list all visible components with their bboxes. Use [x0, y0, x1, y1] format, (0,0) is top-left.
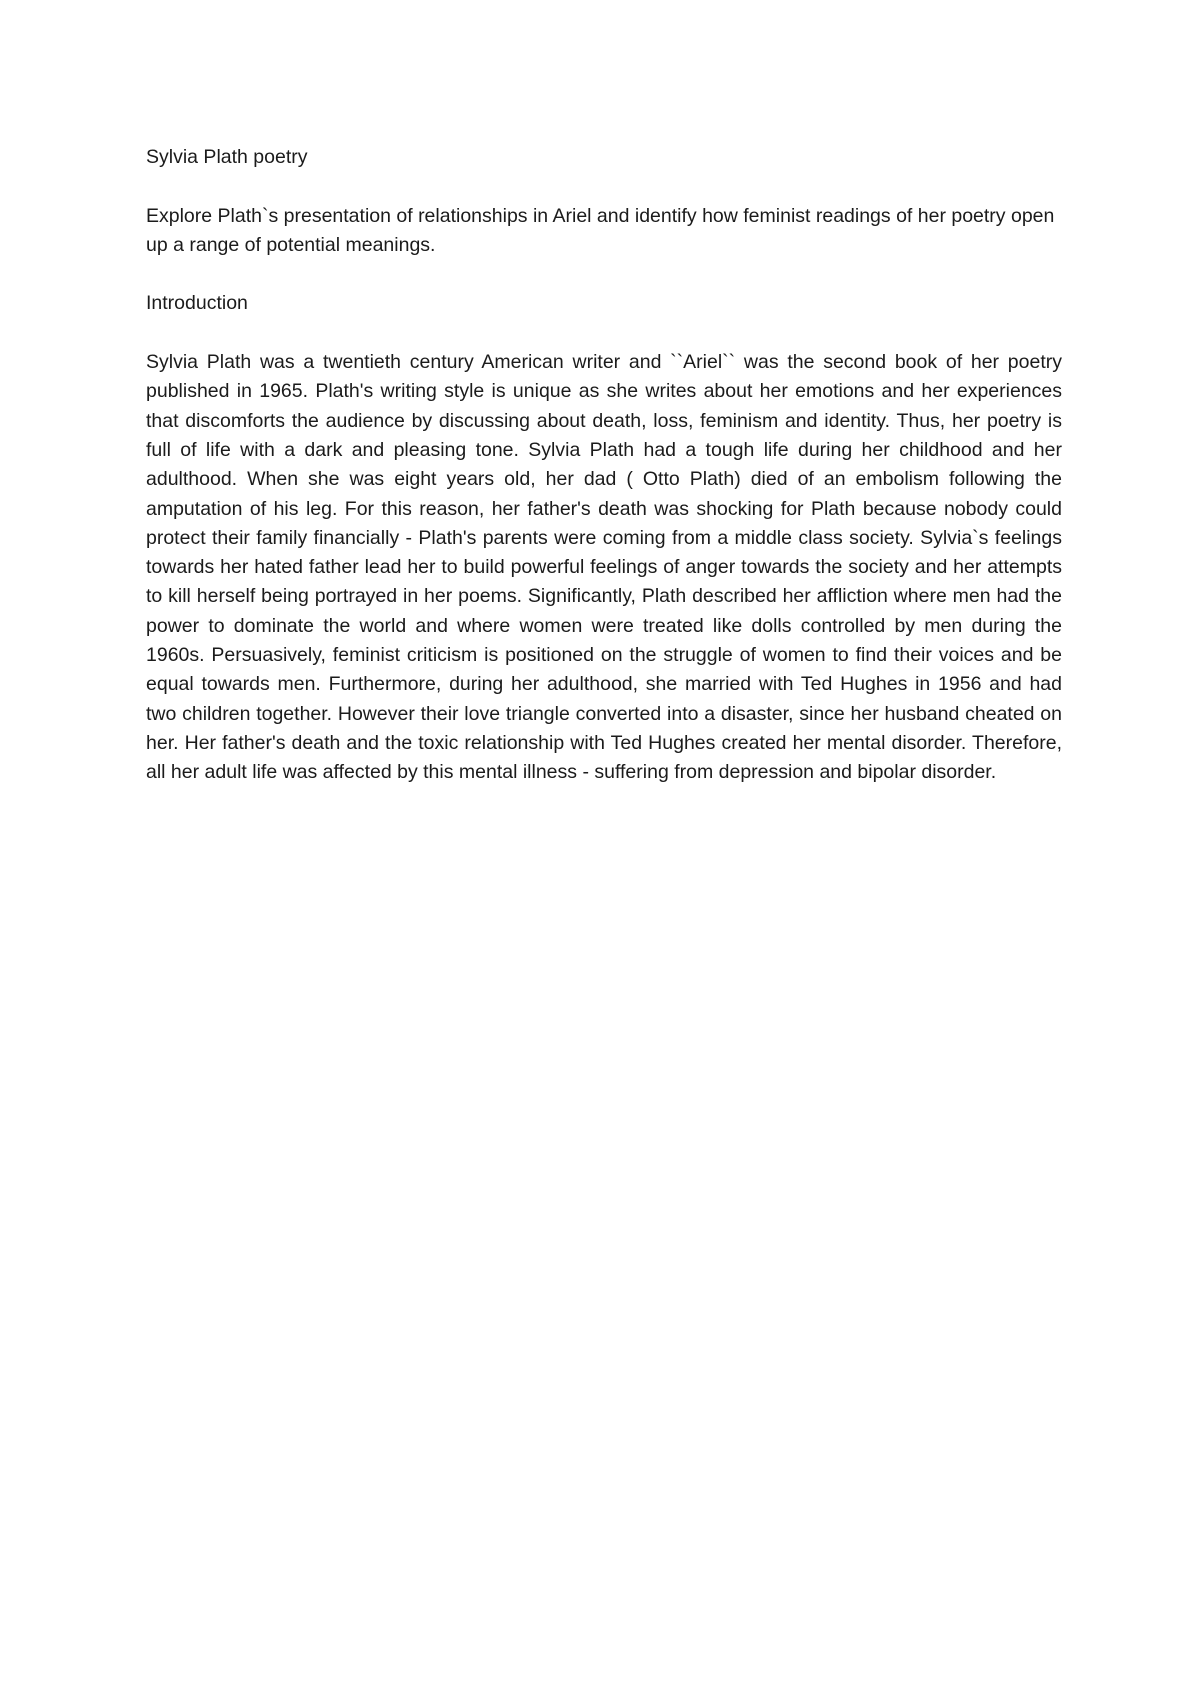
document-title: Sylvia Plath poetry — [146, 146, 308, 168]
introduction-paragraph: Sylvia Plath was a twentieth century American writer and ``Ariel`` was the second book of her poetry published in 1965. Plath's writing style is unique as she writes about her emotions and her experiences that discomforts the audience by discussing about death, loss, feminism and identity. Thus, her poetry is full of life with a dark and pleasing tone. Sylvia Plath had a tough life during her childhood and her adulthood. When she was eight years old, her dad ( Otto Plath) died of an embolism following the amputation of his leg. For this reason, her father's death was shocking for Plath because nobody could protect their family financially - Plath's parents were coming from a middle class society. Sylvia`s feelings towards her hated father lead her to build powerful feelings of anger towards the society and her attempts to kill herself being portrayed in her poems. Significantly, Plath described her affliction where men had the power to dominate the world and where women were treated like dolls controlled by men during the 1960s. Persuasively, feminist criticism is positioned on the struggle of women to find their voices and be equal towards men. Furthermore, during her adulthood, she married with Ted Hughes in 1956 and had two children together. However their love triangle converted into a disaster, since her husband cheated on her. Her father's death and the toxic relationship with Ted Hughes created her mental disorder. Therefore, all her adult life was affected by this mental illness - suffering from depression and bipolar disorder. — [146, 351, 1062, 784]
document-content — [146, 143, 1062, 788]
essay-question: Explore Plath`s presentation of relationships in Ariel and identify how feminist readings of her poetry open up a range of potential meanings. — [146, 204, 1055, 256]
section-heading-introduction: Introduction — [146, 292, 248, 315]
